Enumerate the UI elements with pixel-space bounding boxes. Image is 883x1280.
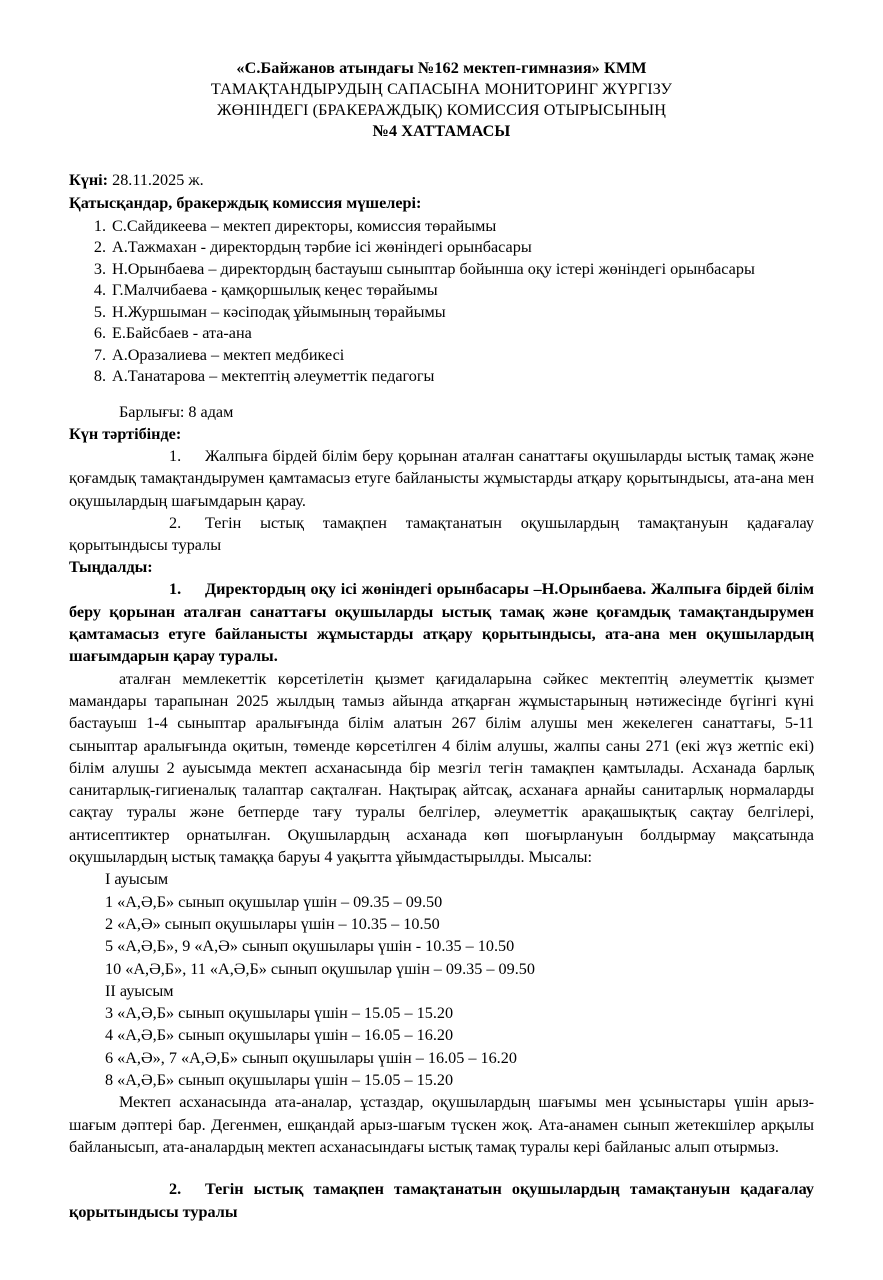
date-value: 28.11.2025 ж. (112, 171, 204, 189)
agenda-item-2-text: Тегін ыстық тамақпен тамақтанатын оқушылардың тамақтануын қадағалау қорытындысы туралы (69, 513, 814, 555)
list-item-number: 1. (93, 216, 106, 235)
list-item-label: Е.Байсбаев - ата-ана (112, 324, 252, 342)
total-participants-line: Барлығы: 8 адам (119, 402, 234, 421)
section-spacer (21, 1158, 862, 1178)
agenda-item-1-text: Жалпыға бірдей білім беру қорынан аталған санаттағы оқушыларды ыстық тамақ және қоғамдық тамақтандырумен қамтамасыз етуге байланысты жұмыстарды атқару қорытындысы, ата-ана мен оқушылардың шағымдарын қарау. (69, 447, 814, 510)
list-item (84, 259, 862, 281)
schedule-line: 5 «А,Ә,Б», 9 «А,Ә» сынып оқушылары үшін - 10.35 – 10.50 (105, 937, 515, 956)
list-item-label: С.Сайдикеева – мектеп директоры, комиссия төрайымы (112, 216, 497, 235)
list-item-label: Н.Орынбаева – директордың бастауыш сыныптар бойынша оқу істері жөніндегі орынбасары (112, 259, 755, 278)
agenda-heading: Күн тәртібінде: (69, 425, 182, 443)
schedule-line: I ауысым (105, 870, 169, 889)
list-item-label: Г.Малчибаева - қамқоршылық кеңес төрайымы (112, 281, 438, 299)
listened-heading: Тыңдалды: (69, 558, 153, 577)
schedule-line: 8 «А,Ә,Б» сынып оқушылары үшін – 15.05 – 15.20 (105, 1071, 454, 1090)
listened-item-2-number: 2. (169, 1180, 182, 1199)
schedule-line: 10 «А,Ә,Б», 11 «А,Ә,Б» сынып оқушылар үшін – 09.35 – 09.50 (105, 959, 535, 978)
main-paragraph: аталған мемлекеттік көрсетілетін қызмет қағидаларына сәйкес мектептің әлеуметтік қызмет мамандары тарапынан 2025 жылдың тамыз айында атқарған жұмыстарының нәтижесінде бүгінгі күні бастауыш 1-4 сыныптар аралығында білім алатын 267 білім алушы мен жекелеген санаттағы, 5-11 сыныптар аралығында оқитын, төменде көрсетілген 4 білім алушы, жалпы саны 271 (екі жүз жетпіс екі) білім алушы 2 ауысымда мектеп асханасында бір мезгіл тегін тамақпен қамтылады. Асханада барлық санитарлық-гигиеналық талаптар сақталған. Нақтырақ айтсақ, асханаға арнайы санитарлық нормаларды сақтау туралы және бетперде тағу туралы белгілер, әлеуметтік арақашықтық сақтау белгілері, антисептиктер орнатылған. Оқушылардың асханада көп шоғырлануын болдырмау мақсатында оқушылардың ыстық тамаққа баруы 4 уақытта ұйымдастырылды. Мысалы: (69, 669, 814, 867)
list-item-label: А.Оразалиева – мектеп медбикесі (112, 345, 345, 364)
list-item-number: 8. (93, 367, 106, 385)
agenda-item-2 (69, 512, 814, 557)
listened-block-2 (21, 1178, 814, 1223)
list-item-label: А.Тажмахан - директордың тәрбие ісі жөніндегі орынбасары (112, 238, 532, 256)
header-line-school: «С.Байжанов атындағы №162 мектеп-гимназия» КММ (236, 59, 647, 77)
document-content (21, 58, 862, 1223)
listened-block (21, 578, 814, 868)
schedule-line: 1 «А,Ә,Б» сынып оқушылар үшін – 09.35 – 09.50 (105, 892, 443, 911)
schedule-line: 2 «А,Ә» сынып оқушылары үшін – 10.35 – 10.50 (105, 914, 440, 933)
agenda-block (21, 445, 814, 556)
members-list (21, 216, 862, 388)
header-line-protocol-number: №4 ХАТТАМАСЫ (372, 122, 511, 140)
list-item (84, 366, 862, 388)
listened-item-1-text: Директордың оқу ісі жөніндегі орынбасары –Н.Орынбаева. Жалпыға бірдей білім беру қорынан аталған санаттағы оқушыларды ыстық тамақ және қоғамдық тамақтандырумен қамтамасыз етуге байланысты жұмыстарды атқару қорытындысы, ата-ана мен оқушылардың шағымдарын қарау туралы. (69, 580, 814, 666)
list-item (84, 216, 862, 238)
header-line-2: ТАМАҚТАНДЫРУДЫҢ САПАСЫНА МОНИТОРИНГ ЖҮРГІЗУ (210, 80, 673, 98)
document-header (21, 58, 862, 142)
schedule-line: 4 «А,Ә,Б» сынып оқушылары үшін – 16.05 – 16.20 (105, 1026, 454, 1045)
list-item (84, 280, 862, 302)
schedule-line: 6 «А,Ә», 7 «А,Ә,Б» сынып оқушылары үшін – 16.05 – 16.20 (105, 1048, 517, 1067)
agenda-item-2-number: 2. (169, 513, 182, 532)
schedule-line: II ауысым (105, 981, 174, 1000)
date-line (69, 170, 862, 192)
list-item (84, 302, 862, 324)
list-item-number: 6. (93, 324, 106, 342)
list-item (84, 237, 862, 259)
list-item-label: А.Танатарова – мектептің әлеуметтік педагогы (112, 367, 435, 385)
meta-block (21, 170, 862, 192)
complaints-paragraph: Мектеп асханасында ата-аналар, ұстаздар, оқушылардың шағымы мен ұсыныстары үшін арыз-шағым дәптері бар. Дегенмен, ешқандай арыз-шағым түскен жоқ. Ата-анамен сынып жетекшілер арқылы байланысып, ата-аналардың мектеп асханасындағы ыстық тамақ туралы кері байланыс алып отырмыз. (69, 1093, 814, 1156)
agenda-item-1-number: 1. (169, 447, 182, 465)
list-item (84, 345, 862, 367)
participants-heading: Қатысқандар, бракерждық комиссия мүшелері: (69, 193, 422, 212)
list-item-number: 7. (93, 345, 106, 364)
listened-item-1-number: 1. (169, 580, 182, 599)
list-item-number: 2. (93, 238, 106, 256)
complaints-block (21, 1091, 814, 1158)
header-line-3: ЖӨНІНДЕГІ (БРАКЕРАЖДЫҚ) КОМИССИЯ ОТЫРЫСЫНЫҢ (216, 101, 667, 119)
schedule-line: 3 «А,Ә,Б» сынып оқушылары үшін – 15.05 – 15.20 (105, 1004, 454, 1023)
listened-item-1 (69, 578, 814, 667)
list-item-label: Н.Журшыман – кәсіподақ ұйымының төрайымы (112, 302, 446, 321)
listened-item-2-text: Тегін ыстық тамақпен тамақтанатын оқушылардың тамақтануын қадағалау қорытындысы туралы (69, 1180, 814, 1221)
listened-item-2 (69, 1178, 814, 1223)
meal-schedule (21, 868, 862, 1091)
list-item-number: 3. (93, 259, 106, 278)
list-item-number: 4. (93, 281, 106, 299)
agenda-item-1 (69, 445, 814, 512)
list-item-number: 5. (93, 302, 106, 321)
date-label: Күні: (69, 171, 109, 189)
list-item (84, 323, 862, 345)
